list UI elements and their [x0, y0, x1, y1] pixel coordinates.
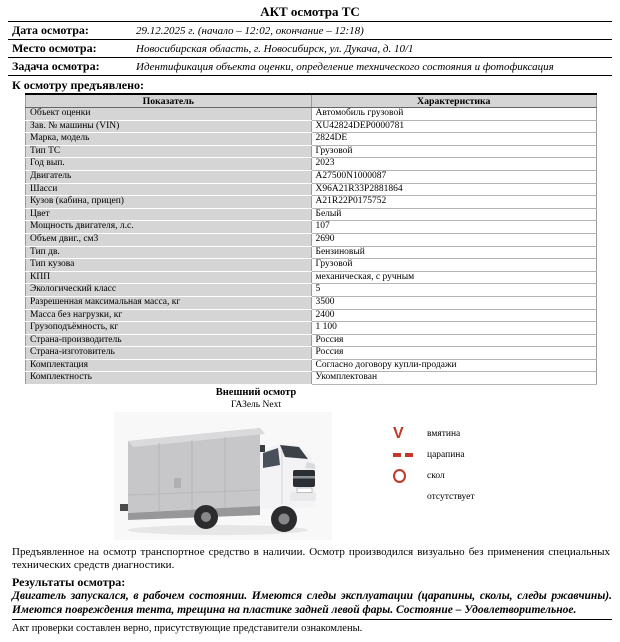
- legend-item: [393, 423, 475, 444]
- table-row: [26, 296, 597, 309]
- table-row: [26, 334, 597, 347]
- vehicle-spec-table: [25, 93, 597, 385]
- characteristic-cell: XU42824DEP0000781: [311, 120, 597, 133]
- parameter-cell: Цвет: [26, 208, 312, 221]
- characteristic-cell: Грузовой: [311, 259, 597, 272]
- parameter-cell: Страна-производитель: [26, 334, 312, 347]
- characteristic-cell: 107: [311, 221, 597, 234]
- parameter-cell: Зав. № машины (VIN): [26, 120, 312, 133]
- parameter-cell: Грузоподъёмность, кг: [26, 322, 312, 335]
- external-inspection-area: [0, 411, 620, 541]
- characteristic-cell: Согласно договору купли-продажи: [311, 359, 597, 372]
- parameter-cell: Комплектация: [26, 359, 312, 372]
- footer-statement: Акт проверки составлен верно, присутствующие представители ознакомлены.: [12, 623, 363, 635]
- table-row: [26, 145, 597, 158]
- table-row: [26, 284, 597, 297]
- вмятина-symbol-icon: V: [393, 424, 404, 442]
- meta-row-date: [8, 22, 612, 40]
- characteristic-cell: Россия: [311, 347, 597, 360]
- table-row: [26, 221, 597, 234]
- meta-value-date: 29.12.2025 г. (начало – 12:02, окончание – 12:18): [136, 24, 364, 37]
- characteristic-cell: Белый: [311, 208, 597, 221]
- legend-label: царапина: [427, 449, 465, 460]
- table-row: [26, 183, 597, 196]
- parameter-cell: Мощность двигателя, л.с.: [26, 221, 312, 234]
- column-header-parameter: Показатель: [26, 94, 312, 108]
- parameter-cell: Разрешенная максимальная масса, кг: [26, 296, 312, 309]
- table-row: [26, 208, 597, 221]
- column-header-characteristic: Характеристика: [311, 94, 597, 108]
- page-title: АКТ осмотра ТС: [260, 4, 360, 19]
- parameter-cell: Комплектность: [26, 372, 312, 385]
- characteristic-cell: Бензиновый: [311, 246, 597, 259]
- meta-row-place: [8, 40, 612, 58]
- characteristic-cell: 5: [311, 284, 597, 297]
- parameter-cell: Объект оценки: [26, 108, 312, 121]
- meta-label-task: Задача осмотра:: [12, 59, 100, 73]
- царапина-symbol-icon: [393, 453, 427, 457]
- table-row: [26, 170, 597, 183]
- characteristic-cell: A27500N1000087: [311, 170, 597, 183]
- table-row: [26, 233, 597, 246]
- parameter-cell: Марка, модель: [26, 133, 312, 146]
- parameter-cell: Страна-изготовитель: [26, 347, 312, 360]
- parameter-cell: Объем двиг., см3: [26, 233, 312, 246]
- legend-item: [393, 444, 475, 465]
- table-row: [26, 359, 597, 372]
- table-row: [26, 246, 597, 259]
- table-row: [26, 347, 597, 360]
- table-row: [26, 322, 597, 335]
- parameter-cell: Тип дв.: [26, 246, 312, 259]
- meta-label-place: Место осмотра:: [12, 41, 97, 55]
- table-row: [26, 309, 597, 322]
- section-heading-presented: К осмотру предъявлено:: [12, 78, 145, 92]
- legend-item: [393, 465, 475, 486]
- parameter-cell: Шасси: [26, 183, 312, 196]
- meta-value-place: Новосибирская область, г. Новосибирск, ул. Дукача, д. 10/1: [136, 42, 414, 55]
- characteristic-cell: X96A21R33P2881864: [311, 183, 597, 196]
- characteristic-cell: A21R22P0175752: [311, 196, 597, 209]
- table-row: [26, 372, 597, 385]
- parameter-cell: КПП: [26, 271, 312, 284]
- spec-table-head: [26, 94, 597, 108]
- legend-label: скол: [427, 470, 445, 481]
- meta-header-table: [8, 21, 612, 76]
- spec-table-body: [26, 108, 597, 385]
- parameter-cell: Тип кузова: [26, 259, 312, 272]
- damage-legend: [393, 423, 475, 507]
- parameter-cell: Тип ТС: [26, 145, 312, 158]
- legend-item: [393, 486, 475, 507]
- table-row: [26, 196, 597, 209]
- spec-table-header-row: [26, 94, 597, 108]
- characteristic-cell: 2400: [311, 309, 597, 322]
- characteristic-cell: Россия: [311, 334, 597, 347]
- characteristic-cell: Грузовой: [311, 145, 597, 158]
- truck-illustration: [114, 412, 332, 540]
- results-heading: Результаты осмотра:: [12, 575, 126, 590]
- parameter-cell: Двигатель: [26, 170, 312, 183]
- characteristic-cell: 2023: [311, 158, 597, 171]
- presence-paragraph: Предъявленное на осмотр транспортное средство в наличии. Осмотр производился визуально без применения специальных технических средств диагностики.: [12, 546, 610, 572]
- characteristic-cell: 3500: [311, 296, 597, 309]
- parameter-cell: Год вып.: [26, 158, 312, 171]
- parameter-cell: Масса без нагрузки, кг: [26, 309, 312, 322]
- table-row: [26, 108, 597, 121]
- legend-label: вмятина: [427, 428, 461, 439]
- parameter-cell: Экологический класс: [26, 284, 312, 297]
- table-row: [26, 133, 597, 146]
- section-heading-external-inspection: Внешний осмотр: [215, 387, 297, 399]
- meta-row-task: [8, 58, 612, 76]
- meta-label-date: Дата осмотра:: [12, 23, 89, 37]
- characteristic-cell: Автомобиль грузовой: [311, 108, 597, 121]
- vehicle-photo-caption: ГАЗель Next: [231, 400, 281, 411]
- скол-symbol-icon: [393, 469, 427, 483]
- characteristic-cell: 2824DE: [311, 133, 597, 146]
- table-row: [26, 271, 597, 284]
- results-paragraph: Двигатель запускался, в рабочем состоянии. Имеются следы эксплуатации (царапины, сколы, следы ржавчины). Имеются повреждения тента, трещина на пластике задней левой фары. Состояние – Удовлетворительное.: [12, 590, 612, 620]
- characteristic-cell: механическая, с ручным: [311, 271, 597, 284]
- characteristic-cell: Укомплектован: [311, 372, 597, 385]
- characteristic-cell: 2690: [311, 233, 597, 246]
- table-row: [26, 120, 597, 133]
- table-row: [26, 158, 597, 171]
- meta-value-task: Идентификация объекта оценки, определение технического состояния и фотофиксация: [136, 60, 554, 73]
- legend-label: отсутствует: [427, 491, 475, 502]
- table-row: [26, 259, 597, 272]
- vehicle-photo: [114, 412, 332, 540]
- parameter-cell: Кузов (кабина, прицеп): [26, 196, 312, 209]
- characteristic-cell: 1 100: [311, 322, 597, 335]
